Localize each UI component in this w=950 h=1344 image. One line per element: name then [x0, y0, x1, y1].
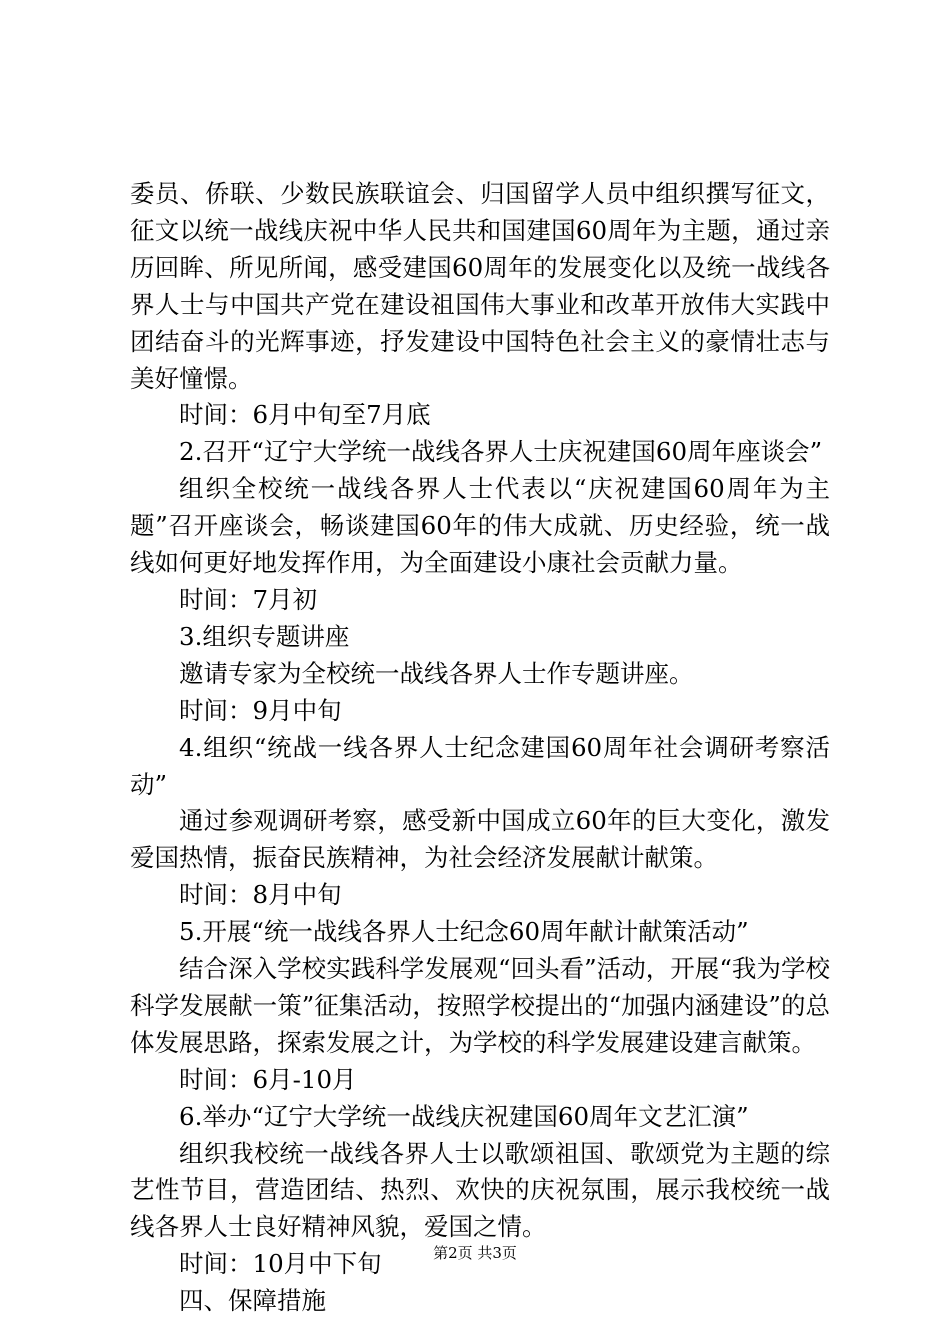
paragraph-body: 组织全校统一战线各界人士代表以“庆祝建国60周年为主题”召开座谈会，畅谈建国60年的伟大成就、历史经验，统一战线如何更好地发挥作用，为全面建设小康社会贡献力量。: [130, 474, 830, 578]
item-heading: 2.召开“辽宁大学统一战线各界人士庆祝建国60周年座谈会”: [179, 437, 823, 467]
paragraph-time: 时间：8月中旬: [179, 880, 342, 910]
paragraph-continuation: 委员、侨联、少数民族联谊会、归国留学人员中组织撰写征文，征文以统一战线庆祝中华人民共和国建国60周年为主题，通过亲历回眸、所见所闻，感受建国60周年的发展变化以及统一战线各界人士与中国共产党在建设祖国伟大事业和改革开放伟大实践中团结奋斗的光辉事迹，抒发建设中国特色社会主义的豪情壮志与美好憧憬。: [130, 179, 830, 393]
paragraph-body: 邀请专家为全校统一战线各界人士作专题讲座。: [179, 658, 694, 688]
paragraph-time: 时间：6月中旬至7月底: [179, 400, 431, 430]
paragraph-body: 组织我校统一战线各界人士以歌颂祖国、歌颂党为主题的综艺性节目，营造团结、热烈、欢快的庆祝氛围，展示我校统一战线各界人士良好精神风貌，爱国之情。: [130, 1138, 830, 1242]
item-heading: 3.组织专题讲座: [179, 621, 350, 651]
item-heading: 5.开展“统一战线各界人士纪念60周年献计献策活动”: [179, 917, 749, 947]
item-heading: 4.组织“统战一线各界人士纪念建国60周年社会调研考察活动”: [130, 732, 830, 799]
paragraph-time: 时间：10月中下旬: [179, 1249, 382, 1279]
page-number-label: 第2页 共3页: [433, 1244, 517, 1262]
paragraph-body: 结合深入学校实践科学发展观“回头看”活动，开展“我为学校科学发展献一策”征集活动，按照学校提出的“加强内涵建设”的总体发展思路，探索发展之计，为学校的科学发展建设建言献策。: [130, 954, 830, 1057]
section-heading: 四、保障措施: [179, 1286, 326, 1316]
paragraph-time: 时间：7月初: [179, 584, 318, 614]
paragraph-time: 时间：6月-10月: [179, 1064, 357, 1094]
document-body: [130, 176, 830, 1320]
item-heading: 6.举办“辽宁大学统一战线庆祝建国60周年文艺汇演”: [179, 1101, 749, 1131]
paragraph-body: 通过参观调研考察，感受新中国成立60年的巨大变化，激发爱国热情，振奋民族精神，为社会经济发展献计献策。: [130, 806, 830, 873]
page-footer: [0, 1243, 950, 1263]
paragraph-time: 时间：9月中旬: [179, 695, 342, 725]
